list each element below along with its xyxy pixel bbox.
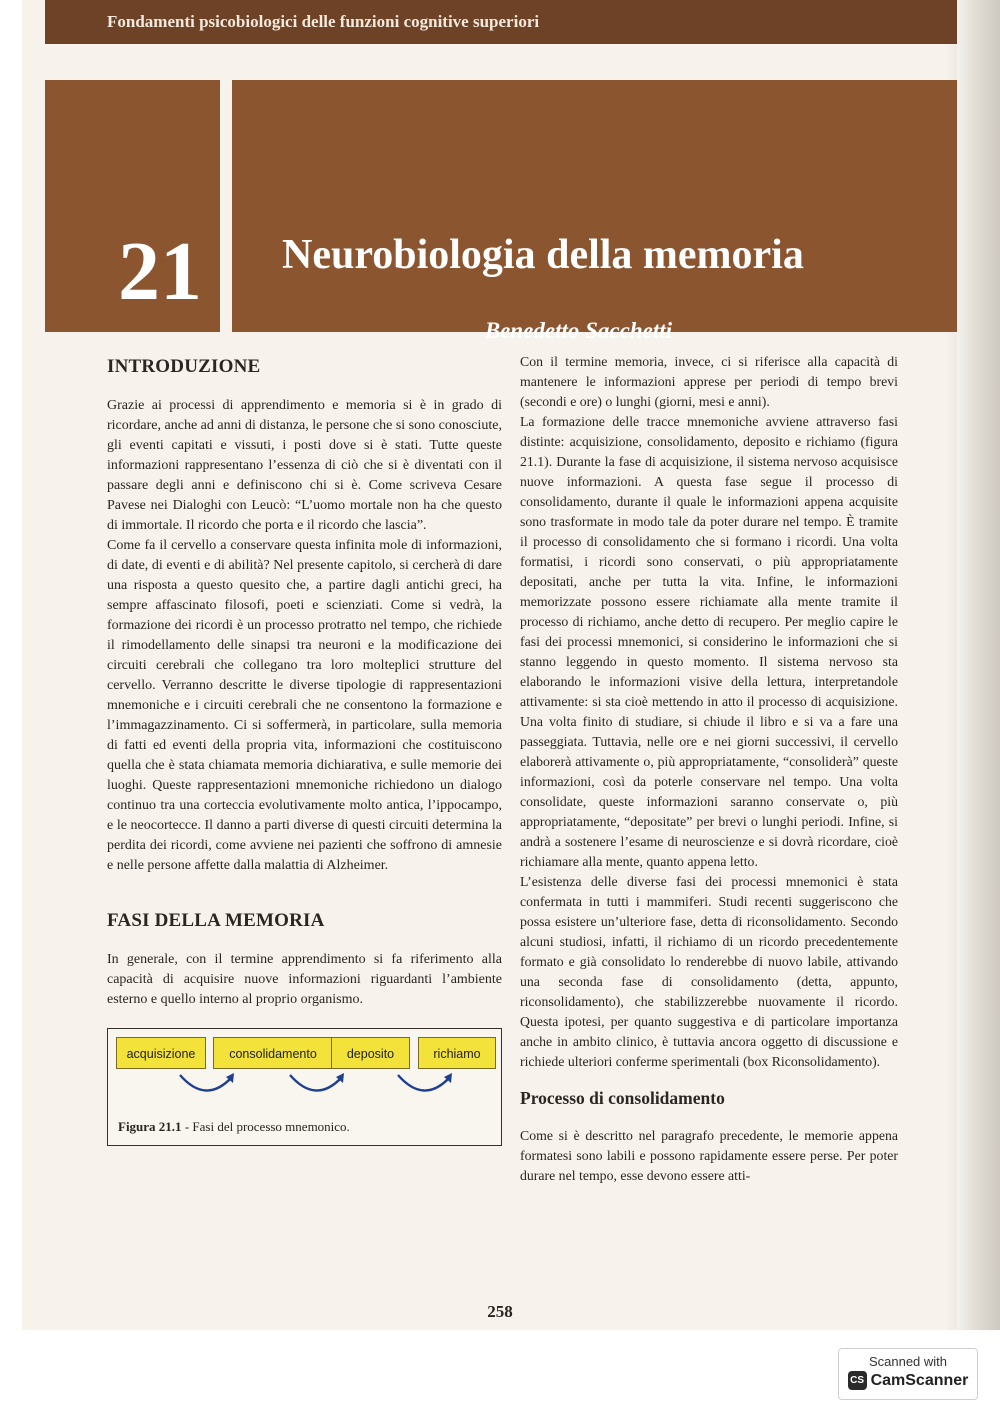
camscanner-logo-icon: CS (848, 1371, 867, 1390)
watermark-brand: CamScanner (870, 1371, 969, 1389)
figure-caption (118, 1117, 350, 1137)
running-head: Fondamenti psicobiologici delle funzioni cognitive superiori (45, 0, 957, 44)
right-column (520, 352, 898, 1186)
figure-21-1 (107, 1028, 502, 1146)
stage-richiamo: richiamo (418, 1037, 496, 1069)
chapter-title: Neurobiologia della memoria (282, 232, 804, 278)
stage-consolidamento: consolidamento (213, 1037, 333, 1069)
intro-paragraph-2: Come fa il cervello a conservare questa infinita mole di informazioni, di date, di eventi e di abilità? Nel presente capitolo, si cercherà di dare una risposta a questo quesito che, a partire dagli antichi greci, ha sempre affascinato filosofi, poeti e scienziati. Come si vedrà, la formazione dei ricordi è un processo protratto nel tempo, che richiede il rimodellamento delle sinapsi tra neuroni e la modificazione dei circuiti cerebrali che collegano tra loro molteplici strutture del cervello. Verranno descritte le diverse tipologie di rappresentazioni mnemoniche e i circuiti cerebrali che ne consentono la formazione e l’immagazzinamento. Ci si soffermerà, in particolare, sulla memoria di fatti ed eventi della propria vita, informazioni che costituiscono quella che è stata chiamata memoria dichiarativa, e sulle memorie dei luoghi. Queste rappresentazioni mnemoniche richiedono un dialogo continuo tra una corteccia evolutivamente molto antica, l’ippocampo, e le neocortecce. Il danno a parti diverse di questi circuiti determina la perdita dei ricordi, come avviene nei pazienti che soffrono di amnesie e nelle persone affette dalla malattia di Alzheimer. (107, 538, 502, 873)
watermark-top-text: Scanned with (868, 1354, 948, 1369)
phases-heading: FASI DELLA MEMORIA (107, 910, 325, 931)
chapter-number: 21 (118, 225, 202, 318)
camscanner-watermark (838, 1348, 978, 1400)
consolidation-heading: Processo di consolidamento (520, 1088, 725, 1108)
arrow-curve-icon (394, 1071, 458, 1101)
page-number: 258 (487, 1302, 513, 1321)
left-column (107, 352, 502, 1146)
consolidation-paragraph: Come si è descritto nel paragrafo precedente, le memorie appena formatesi sono labili e possono rapidamente essere perse. Per poter durare nel tempo, esse devono essere atti- (520, 1128, 898, 1183)
chapter-number-box (45, 80, 220, 332)
figure-caption-text: - Fasi del processo mnemonico. (181, 1119, 350, 1134)
stage-deposito: deposito (331, 1037, 410, 1069)
stage-acquisizione: acquisizione (116, 1037, 206, 1069)
chapter-author: Benedetto Sacchetti (484, 318, 672, 343)
arrow-curve-icon (286, 1071, 350, 1101)
figure-caption-label: Figura 21.1 (118, 1119, 182, 1134)
memory-definition-paragraph: Con il termine memoria, invece, ci si riferisce alla capacità di mantenere le informazioni apprese per periodi di tempo brevi (secondi e ore) o lunghi (giorni, mesi e anni). (520, 354, 898, 409)
chapter-title-box (232, 80, 957, 343)
reconsolidation-paragraph: L’esistenza delle diverse fasi dei processi mnemonici è stata confermata in tutti i mammiferi. Studi recenti suggeriscono che possa esistere un’ulteriore fase, detta di riconsolidamento. Secondo alcuni studiosi, infatti, il richiamo di un ricordo precedentemente formato e già consolidato lo renderebbe di nuovo labile, attivando una seconda fase di consolidamento (detta, appunto, riconsolidamento), che stabilizzerebbe nuovamente il ricordo. Questa ipotesi, per quanto suggestiva e di particolare importanza anche in ambito clinico, è tuttavia ancora oggetto di discussione e richiede ulteriori conferme sperimentali (box Riconsolidamento). (520, 874, 898, 1069)
intro-heading: INTRODUZIONE (107, 356, 261, 377)
phases-paragraph: In generale, con il termine apprendimento si fa riferimento alla capacità di acquisire nuove informazioni riguardanti l’ambiente esterno e quello interno al proprio organismo. (107, 952, 502, 1007)
phases-description-paragraph: La formazione delle tracce mnemoniche avviene attraverso fasi distinte: acquisizione, consolidamento, deposito e richiamo (figura 21.1). Durante la fase di acquisizione, il sistema nervoso acquisisce nuove informazioni. A questa fase segue il processo di consolidamento, durante il quale le informazioni appena acquisite sono trasformate in modo tale da poter durare nel tempo. È tramite il processo di consolidamento che si formano i ricordi. Una volta formatisi, i ricordi sono conservati, o più appropriatamente depositati, anche per tutta la vita. Infine, le informazioni memorizzate possono essere richiamate alla mente tramite il processo di richiamo, anche detto di recupero. Per meglio capire le fasi dei processi mnemonici, si considerino le informazioni che si stanno leggendo in questo momento. Il sistema nervoso sta elaborando le informazioni visive della lettura, interpretandole attivamente: si sta cioè mettendo in atto il processo di acquisizione. Una volta finito di studiare, si chiude il libro e si va a fare una passeggiata. Tuttavia, nelle ore e nei giorni successivi, il cervello elaborerà attivamente o, più appropriatamente, “consoliderà” queste informazioni, così da poterle conservare nel tempo. Una volta consolidate, queste informazioni saranno conservate o, più appropriatamente, “depositate” per brevi o lunghi periodi. Infine, si andrà a sostenere l’esame di neuroscienze e si dovrà ricordare, cioè richiamare alla mente, quanto appena letto. (520, 414, 898, 869)
intro-paragraph-1: Grazie ai processi di apprendimento e memoria si è in grado di ricordare, anche ad anni di distanza, le persone che si sono conosciute, gli eventi capitati e vissuti, i posti dove si è stati. Tutte queste informazioni rappresentano l’essenza di ciò che si è diventati con il passare degli anni e definiscono chi si è. Come scriveva Cesare Pavese nei Dialoghi con Leucò: “L’uomo mortale non ha che questo di immortale. Il ricordo che porta e il ricordo che lascia”. (107, 398, 502, 533)
arrow-curve-icon (176, 1071, 240, 1101)
